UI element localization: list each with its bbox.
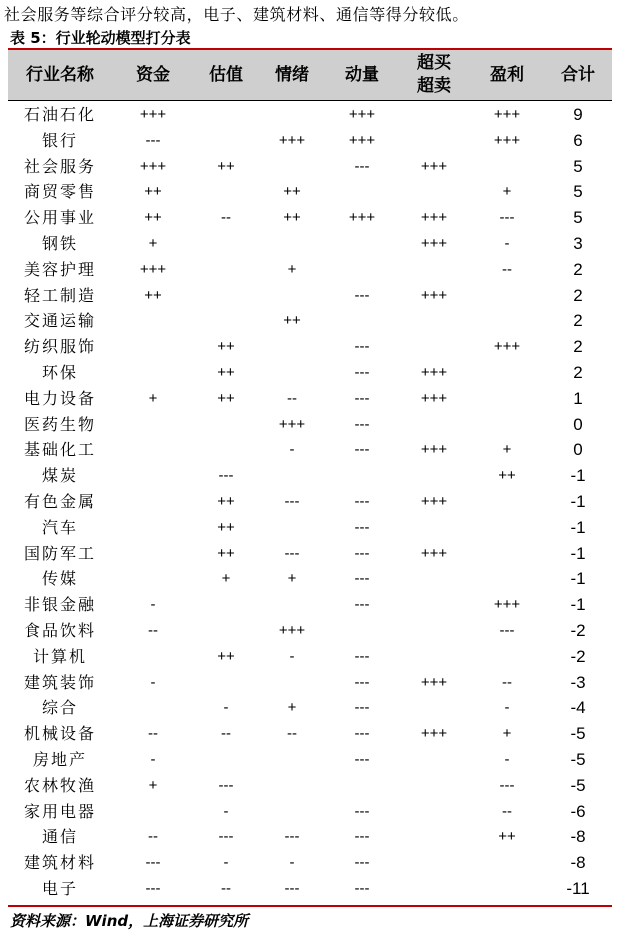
industry-cell: 计算机	[32, 646, 87, 666]
valuation-cell: ---	[218, 467, 234, 485]
momentum-cell: ---	[354, 518, 370, 536]
momentum-cell	[326, 231, 398, 257]
source-note: 资料来源：Wind，上海证券研究所	[10, 912, 249, 930]
industry-cell: 农林牧渔	[23, 775, 96, 795]
header-momentum: 动量	[345, 64, 379, 85]
total-cell: 1	[573, 388, 583, 408]
total-cell: -1	[570, 517, 586, 537]
valuation-cell	[194, 592, 258, 618]
sentiment-cell	[258, 360, 326, 386]
funds-cell	[112, 541, 194, 567]
industry-cell: 机械设备	[23, 724, 96, 744]
total-cell: -8	[570, 853, 586, 873]
sentiment-cell: +	[287, 570, 297, 588]
table-row	[8, 205, 612, 231]
table-row	[8, 386, 612, 412]
sentiment-cell: ++	[283, 209, 301, 227]
table-row	[8, 773, 612, 799]
total-cell: 9	[573, 105, 583, 124]
total-cell: 5	[573, 156, 583, 176]
sentiment-cell: ---	[284, 879, 300, 897]
funds-cell	[112, 489, 194, 515]
funds-cell: +	[148, 234, 158, 252]
funds-cell	[112, 360, 194, 386]
profit-cell	[470, 360, 544, 386]
overbought-oversold-cell	[398, 747, 470, 773]
overbought-oversold-cell	[398, 128, 470, 154]
sentiment-cell: +	[287, 699, 297, 717]
overbought-oversold-cell	[398, 308, 470, 334]
table-bottom-rule	[8, 905, 612, 907]
overbought-oversold-cell	[398, 463, 470, 489]
momentum-cell: ---	[354, 415, 370, 433]
sentiment-cell	[258, 773, 326, 799]
momentum-cell	[326, 463, 398, 489]
overbought-oversold-cell	[398, 799, 470, 825]
funds-cell: ++	[144, 209, 162, 227]
header-valuation: 估值	[209, 64, 243, 85]
total-cell: -1	[570, 466, 586, 486]
intro-text: 社会服务等综合评分较高，电子、建筑材料、通信等得分较低。	[4, 5, 469, 24]
total-cell: 5	[573, 208, 583, 228]
total-cell: -1	[570, 543, 586, 563]
industry-cell: 电子	[41, 878, 78, 898]
sentiment-cell	[258, 102, 326, 128]
momentum-cell: ---	[354, 596, 370, 614]
valuation-cell	[194, 412, 258, 438]
industry-cell: 建筑材料	[23, 853, 96, 873]
total-cell: 2	[573, 285, 583, 305]
funds-cell	[112, 463, 194, 489]
industry-cell: 石油石化	[23, 105, 96, 124]
total-cell: 6	[573, 130, 583, 150]
industry-cell: 国防军工	[23, 543, 96, 563]
industry-cell: 社会服务	[23, 156, 96, 176]
sentiment-cell	[258, 463, 326, 489]
total-cell: -2	[570, 646, 586, 666]
profit-cell: +++	[493, 338, 521, 356]
total-cell: 2	[573, 337, 583, 357]
overbought-oversold-cell	[398, 618, 470, 644]
profit-cell	[470, 541, 544, 567]
overbought-oversold-cell	[398, 515, 470, 541]
valuation-cell	[194, 747, 258, 773]
funds-cell	[112, 644, 194, 670]
table-row	[8, 515, 612, 541]
industry-cell: 传媒	[41, 569, 78, 589]
sentiment-cell: --	[287, 725, 297, 743]
profit-cell: +	[502, 183, 512, 201]
valuation-cell	[194, 179, 258, 205]
header-overbought-oversold: 超买 超卖	[417, 53, 451, 96]
funds-cell: +	[148, 776, 158, 794]
valuation-cell: ++	[217, 389, 235, 407]
table-row	[8, 592, 612, 618]
overbought-oversold-cell: +++	[420, 492, 448, 510]
table-row	[8, 308, 612, 334]
profit-cell	[470, 644, 544, 670]
profit-cell	[470, 308, 544, 334]
profit-cell: +++	[493, 106, 521, 123]
profit-cell	[470, 566, 544, 592]
profit-cell	[470, 850, 544, 876]
overbought-oversold-cell	[398, 876, 470, 902]
profit-cell: --	[502, 260, 512, 278]
momentum-cell: ---	[354, 879, 370, 897]
sentiment-cell: +++	[278, 131, 306, 149]
total-cell: 0	[573, 440, 583, 460]
total-cell: -6	[570, 801, 586, 821]
table-row	[8, 179, 612, 205]
momentum-cell: ---	[354, 441, 370, 459]
table-row	[8, 257, 612, 283]
momentum-cell: ---	[354, 725, 370, 743]
funds-cell: +++	[139, 157, 167, 175]
funds-cell: +++	[139, 106, 167, 123]
industry-cell: 公用事业	[23, 208, 96, 228]
sentiment-cell	[258, 231, 326, 257]
funds-cell: -	[150, 673, 156, 691]
momentum-cell	[326, 308, 398, 334]
industry-cell: 钢铁	[41, 233, 78, 253]
funds-cell	[112, 799, 194, 825]
profit-cell	[470, 154, 544, 180]
valuation-cell	[194, 670, 258, 696]
table-row	[8, 102, 612, 128]
profit-cell: ++	[498, 828, 516, 846]
sentiment-cell: ---	[284, 828, 300, 846]
valuation-cell: --	[221, 209, 231, 227]
valuation-cell: ++	[217, 492, 235, 510]
momentum-cell: ---	[354, 673, 370, 691]
sentiment-cell: ---	[284, 544, 300, 562]
funds-cell: ---	[145, 854, 161, 872]
industry-cell: 非银金融	[23, 595, 96, 615]
momentum-cell: ---	[354, 286, 370, 304]
industry-cell: 银行	[41, 130, 78, 150]
momentum-cell: ---	[354, 699, 370, 717]
momentum-cell: ---	[354, 750, 370, 768]
profit-cell	[470, 876, 544, 902]
header-funds: 资金	[136, 64, 170, 85]
total-cell: -5	[570, 775, 586, 795]
valuation-cell	[194, 283, 258, 309]
industry-cell: 环保	[41, 362, 78, 382]
valuation-cell	[194, 308, 258, 334]
profit-cell: +++	[493, 596, 521, 614]
profit-cell: -	[504, 750, 510, 768]
funds-cell: ++	[144, 286, 162, 304]
industry-cell: 综合	[41, 698, 78, 718]
momentum-cell	[326, 257, 398, 283]
industry-cell: 有色金属	[23, 491, 96, 511]
momentum-cell: ---	[354, 828, 370, 846]
profit-cell: +++	[493, 131, 521, 149]
total-cell: 0	[573, 414, 583, 434]
total-cell: 2	[573, 259, 583, 279]
overbought-oversold-cell: +++	[420, 389, 448, 407]
momentum-cell: ---	[354, 363, 370, 381]
profit-cell	[470, 515, 544, 541]
table-row	[8, 283, 612, 309]
industry-cell: 家用电器	[23, 801, 96, 821]
overbought-oversold-cell	[398, 773, 470, 799]
profit-cell: +	[502, 725, 512, 743]
overbought-oversold-cell	[398, 102, 470, 128]
valuation-cell: +	[221, 570, 231, 588]
table-row	[8, 799, 612, 825]
profit-cell: ---	[499, 621, 515, 639]
momentum-cell: ---	[354, 492, 370, 510]
valuation-cell: ---	[218, 828, 234, 846]
valuation-cell: ++	[217, 647, 235, 665]
funds-cell: +	[148, 389, 158, 407]
funds-cell: -	[150, 750, 156, 768]
total-cell: 2	[573, 362, 583, 382]
industry-cell: 商贸零售	[23, 182, 96, 202]
sentiment-cell: -	[289, 441, 295, 459]
table-row	[8, 360, 612, 386]
overbought-oversold-cell: +++	[420, 544, 448, 562]
sentiment-cell: -	[289, 854, 295, 872]
profit-cell: ---	[499, 776, 515, 794]
overbought-oversold-cell: +++	[420, 286, 448, 304]
momentum-cell: ---	[354, 544, 370, 562]
table-body	[8, 102, 612, 902]
industry-cell: 电力设备	[23, 388, 96, 408]
header-industry: 行业名称	[26, 64, 94, 85]
funds-cell	[112, 412, 194, 438]
momentum-cell: +++	[348, 209, 376, 227]
profit-cell: -	[504, 699, 510, 717]
sentiment-cell: ---	[284, 492, 300, 510]
profit-cell: --	[502, 673, 512, 691]
industry-cell: 美容护理	[23, 259, 96, 279]
table-row	[8, 824, 612, 850]
profit-cell: --	[502, 802, 512, 820]
table-row	[8, 463, 612, 489]
sentiment-cell	[258, 154, 326, 180]
table-caption: 表 5：行业轮动模型打分表	[10, 29, 191, 47]
overbought-oversold-cell	[398, 644, 470, 670]
table-row	[8, 670, 612, 696]
valuation-cell	[194, 128, 258, 154]
overbought-oversold-cell	[398, 334, 470, 360]
total-cell: -4	[570, 698, 586, 718]
sentiment-cell: ++	[283, 312, 301, 330]
overbought-oversold-cell: +++	[420, 363, 448, 381]
profit-cell	[470, 489, 544, 515]
profit-cell	[470, 283, 544, 309]
funds-cell	[112, 515, 194, 541]
funds-cell	[112, 566, 194, 592]
momentum-cell	[326, 773, 398, 799]
total-cell: -8	[570, 827, 586, 847]
industry-cell: 轻工制造	[23, 285, 96, 305]
momentum-cell: +++	[348, 131, 376, 149]
table-row	[8, 747, 612, 773]
valuation-cell	[194, 257, 258, 283]
table-row	[8, 541, 612, 567]
header-bottom-line	[8, 100, 612, 101]
momentum-cell	[326, 618, 398, 644]
valuation-cell: -	[223, 802, 229, 820]
overbought-oversold-cell	[398, 179, 470, 205]
funds-cell	[112, 437, 194, 463]
funds-cell: ---	[145, 131, 161, 149]
funds-cell: ++	[144, 183, 162, 201]
header-profit: 盈利	[490, 64, 524, 85]
table-row	[8, 876, 612, 902]
sentiment-cell: ++	[283, 183, 301, 201]
table-row	[8, 618, 612, 644]
table-row	[8, 128, 612, 154]
funds-cell: --	[148, 828, 158, 846]
funds-cell: +++	[139, 260, 167, 278]
sentiment-cell: +++	[278, 415, 306, 433]
momentum-cell: ---	[354, 570, 370, 588]
sentiment-cell	[258, 515, 326, 541]
header-total: 合计	[561, 64, 595, 85]
valuation-cell: ++	[217, 518, 235, 536]
valuation-cell	[194, 437, 258, 463]
valuation-cell	[194, 231, 258, 257]
overbought-oversold-cell: +++	[420, 157, 448, 175]
industry-cell: 纺织服饰	[23, 337, 96, 357]
industry-cell: 医药生物	[23, 414, 96, 434]
valuation-cell: ++	[217, 338, 235, 356]
total-cell: -11	[566, 878, 590, 898]
industry-cell: 汽车	[41, 517, 78, 537]
score-table	[8, 102, 612, 902]
sentiment-cell	[258, 670, 326, 696]
table-row	[8, 695, 612, 721]
funds-cell	[112, 334, 194, 360]
total-cell: 2	[573, 311, 583, 331]
total-cell: -2	[570, 620, 586, 640]
funds-cell: --	[148, 621, 158, 639]
funds-cell: -	[150, 596, 156, 614]
table-row	[8, 334, 612, 360]
funds-cell: --	[148, 725, 158, 743]
momentum-cell: +++	[348, 106, 376, 123]
industry-cell: 交通运输	[23, 311, 96, 331]
funds-cell: ---	[145, 879, 161, 897]
overbought-oversold-cell	[398, 695, 470, 721]
overbought-oversold-cell: +++	[420, 725, 448, 743]
table-row	[8, 489, 612, 515]
momentum-cell: ---	[354, 389, 370, 407]
overbought-oversold-cell	[398, 566, 470, 592]
industry-cell: 通信	[41, 827, 78, 847]
table-row	[8, 850, 612, 876]
table-row	[8, 644, 612, 670]
total-cell: -3	[570, 672, 586, 692]
overbought-oversold-cell	[398, 592, 470, 618]
sentiment-cell: +++	[278, 621, 306, 639]
valuation-cell	[194, 102, 258, 128]
total-cell: 3	[573, 233, 583, 253]
total-cell: 5	[573, 182, 583, 202]
momentum-cell: ---	[354, 802, 370, 820]
sentiment-cell: -	[289, 647, 295, 665]
profit-cell	[470, 386, 544, 412]
valuation-cell: --	[221, 725, 231, 743]
overbought-oversold-cell	[398, 257, 470, 283]
sentiment-cell	[258, 334, 326, 360]
total-cell: -1	[570, 569, 586, 589]
header-sentiment: 情绪	[275, 64, 309, 85]
total-cell: -5	[570, 749, 586, 769]
table-row	[8, 566, 612, 592]
industry-cell: 房地产	[32, 749, 87, 769]
valuation-cell: ++	[217, 544, 235, 562]
table-row	[8, 437, 612, 463]
overbought-oversold-cell	[398, 824, 470, 850]
total-cell: -1	[570, 491, 586, 511]
profit-cell	[470, 412, 544, 438]
sentiment-cell: +	[287, 260, 297, 278]
valuation-cell: ---	[218, 776, 234, 794]
industry-cell: 煤炭	[41, 466, 78, 486]
valuation-cell	[194, 618, 258, 644]
valuation-cell: ++	[217, 363, 235, 381]
sentiment-cell	[258, 283, 326, 309]
overbought-oversold-cell: +++	[420, 673, 448, 691]
momentum-cell	[326, 179, 398, 205]
table-row	[8, 412, 612, 438]
sentiment-cell	[258, 592, 326, 618]
momentum-cell: ---	[354, 157, 370, 175]
momentum-cell: ---	[354, 338, 370, 356]
profit-cell: ++	[498, 467, 516, 485]
table-row	[8, 231, 612, 257]
total-cell: -1	[570, 595, 586, 615]
valuation-cell: -	[223, 699, 229, 717]
valuation-cell: --	[221, 879, 231, 897]
profit-cell: ---	[499, 209, 515, 227]
funds-cell	[112, 308, 194, 334]
overbought-oversold-cell: +++	[420, 441, 448, 459]
overbought-oversold-cell: +++	[420, 234, 448, 252]
valuation-cell: -	[223, 854, 229, 872]
sentiment-cell	[258, 747, 326, 773]
table-row	[8, 721, 612, 747]
funds-cell	[112, 695, 194, 721]
momentum-cell: ---	[354, 854, 370, 872]
table-row	[8, 154, 612, 180]
momentum-cell: ---	[354, 647, 370, 665]
sentiment-cell	[258, 799, 326, 825]
valuation-cell: ++	[217, 157, 235, 175]
overbought-oversold-cell	[398, 850, 470, 876]
industry-cell: 食品饮料	[23, 620, 96, 640]
overbought-oversold-cell: +++	[420, 209, 448, 227]
profit-cell: -	[504, 234, 510, 252]
sentiment-cell: --	[287, 389, 297, 407]
total-cell: -5	[570, 724, 586, 744]
industry-cell: 基础化工	[23, 440, 96, 460]
overbought-oversold-cell	[398, 412, 470, 438]
industry-cell: 建筑装饰	[23, 672, 96, 692]
profit-cell: +	[502, 441, 512, 459]
